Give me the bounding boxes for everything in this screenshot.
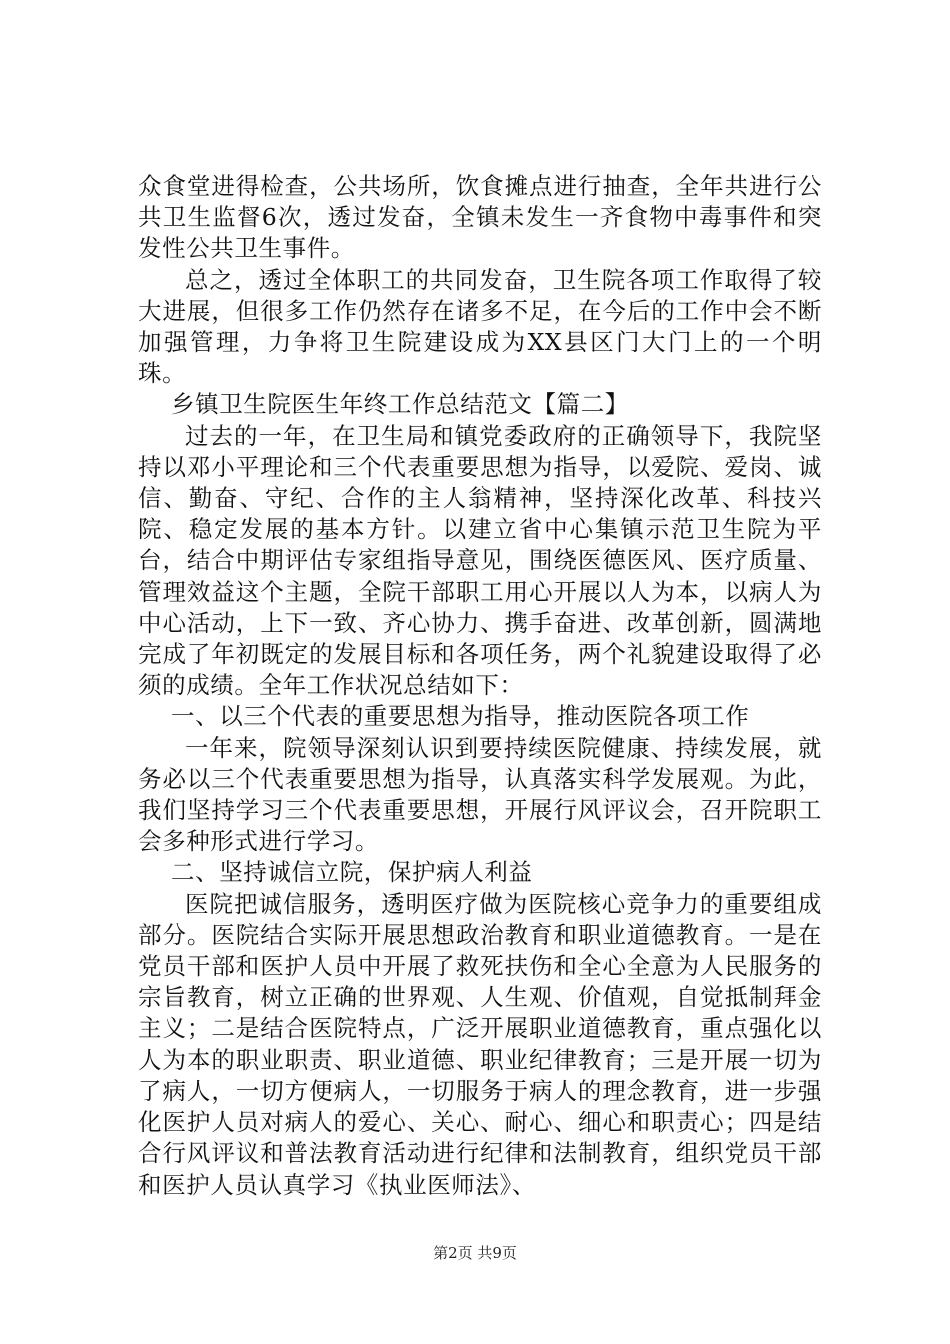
section-heading-1: 一、以三个代表的重要思想为指导，推动医院各项工作: [171, 702, 750, 731]
document-body: [138, 171, 822, 1201]
page-number-footer: 第2页 共9页: [433, 1244, 517, 1262]
paragraph-intro: 过去的一年，在卫生局和镇党委政府的正确领导下，我院坚持以邓小平理论和三个代表重要思想为指导，以爱院、爱岗、诚信、勤奋、守纪、合作的主人翁精神，坚持深化改革、科技兴院、稳定发展的基本方针。以建立省中心集镇示范卫生院为平台，结合中期评估专家组指导意见，围绕医德医风、医疗质量、管理效益这个主题，全院干部职工用心开展以人为本，以病人为中心活动，上下一致、齐心协力、携手奋进、改革创新，圆满地完成了年初既定的发展目标和各项任务，两个礼貌建设取得了必须的成绩。全年工作状况总结如下：: [138, 421, 822, 700]
paragraph-continued: 众食堂进得检查，公共场所，饮食摊点进行抽查，全年共进行公共卫生监督6次，透过发奋，全镇未发生一齐食物中毒事件和突发性公共卫生事件。: [138, 172, 822, 263]
paragraph-section-2: 医院把诚信服务，透明医疗做为医院核心竞争力的重要组成部分。医院结合实际开展思想政治教育和职业道德教育。一是在党员干部和医护人员中开展了救死扶伤和全心全意为人民服务的宗旨教育，树立正确的世界观、人生观、价值观，自觉抵制拜金主义；二是结合医院特点，广泛开展职业道德教育，重点强化以人为本的职业职责、职业道德、职业纪律教育；三是开展一切为了病人，一切方便病人，一切服务于病人的理念教育，进一步强化医护人员对病人的爱心、关心、耐心、细心和职责心；四是结合行风评议和普法教育活动进行纪律和法制教育，组织党员干部和医护人员认真学习《执业医师法》、: [138, 889, 822, 1199]
paragraph-conclusion: 总之，透过全体职工的共同发奋，卫生院各项工作取得了较大进展，但很多工作仍然存在诸多不足，在今后的工作中会不断加强管理，力争将卫生院建设成为XX县区门大门上的一个明珠。: [138, 265, 822, 388]
section-title: 乡镇卫生院医生年终工作总结范文【篇二】: [171, 390, 629, 419]
paragraph-section-1: 一年来，院领导深刻认识到要持续医院健康、持续发展，就务必以三个代表重要思想为指导，认真落实科学发展观。为此，我们坚持学习三个代表重要思想，开展行风评议会，召开院职工会多种形式进行学习。: [138, 733, 822, 856]
section-heading-2: 二、坚持诚信立院，保护病人利益: [171, 858, 533, 887]
